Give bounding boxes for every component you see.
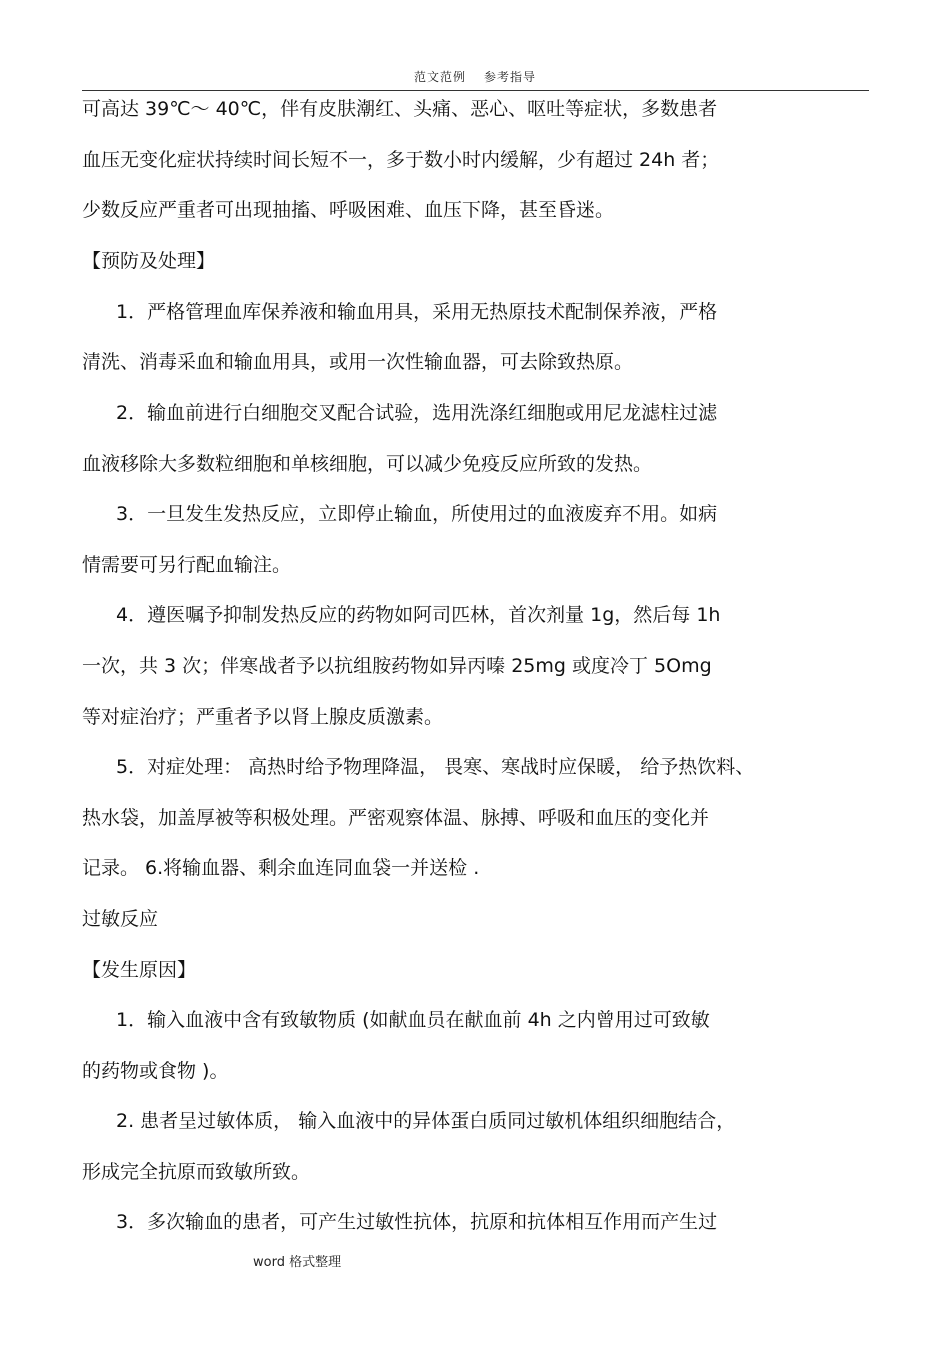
page-footer: word 格式整理 [253,1255,342,1270]
text-line-1: 可高达 39℃～ 40℃，伴有皮肤潮红、头痛、恶心、呕吐等症状，多数患者 [82,98,718,120]
text-line-14: 5．对症处理： 高热时给予物理降温， 畏寒、寒战时应保暖， 给予热饮料、 [116,756,755,778]
header-right-text: 参考指导 [484,70,537,84]
text-line-23: 3．多次输血的患者，可产生过敏性抗体，抗原和抗体相互作用而产生过 [116,1211,718,1233]
text-line-15: 热水袋，加盖厚被等积极处理。严密观察体温、脉搏、呼吸和血压的变化并 [82,807,710,829]
text-line-3: 少数反应严重者可出现抽搐、呼吸困难、血压下降，甚至昏迷。 [82,199,615,221]
section-heading-prevention: 【预防及处理】 [82,250,216,272]
section-heading-allergy: 过敏反应 [82,908,159,930]
header-rule [82,90,869,91]
text-line-19: 1．输入血液中含有致敏物质 (如献血员在献血前 4h 之内曾用过可致敏 [116,1009,710,1031]
text-line-20: 的药物或食物 )。 [82,1060,229,1082]
text-line-6: 清洗、消毒采血和输血用具，或用一次性输血器，可去除致热原。 [82,351,634,373]
text-line-2: 血压无变化症状持续时间长短不一，多于数小时内缓解，少有超过 24h 者； [82,149,720,171]
header-left-text: 范文范例 [413,70,466,84]
text-line-13: 等对症治疗；严重者予以肾上腺皮质激素。 [82,706,444,728]
text-line-16: 记录。 6.将输血器、剩余血连同血袋一并送检 . [82,857,480,879]
text-line-5: 1．严格管理血库保养液和输血用具，采用无热原技术配制保养液，严格 [116,301,718,323]
text-line-21: 2. 患者呈过敏体质， 输入血液中的异体蛋白质同过敏机体组织细胞结合， [116,1110,736,1132]
text-line-22: 形成完全抗原而致敏所致。 [82,1161,311,1183]
text-line-10: 情需要可另行配血输注。 [82,554,292,576]
text-line-12: 一次，共 3 次；伴寒战者予以抗组胺药物如异丙嗪 25mg 或度冷丁 5Omg [82,655,712,677]
text-line-11: 4．遵医嘱予抑制发热反应的药物如阿司匹林，首次剂量 1g，然后每 1h [116,604,721,626]
text-line-9: 3．一旦发生发热反应，立即停止输血，所使用过的血液废弃不用。如病 [116,503,718,525]
text-line-7: 2．输血前进行白细胞交叉配合试验，选用洗涤红细胞或用尼龙滤柱过滤 [116,402,718,424]
page-header [0,68,950,85]
section-heading-causes: 【发生原因】 [82,959,197,981]
text-line-8: 血液移除大多数粒细胞和单核细胞，可以减少免疫反应所致的发热。 [82,453,653,475]
